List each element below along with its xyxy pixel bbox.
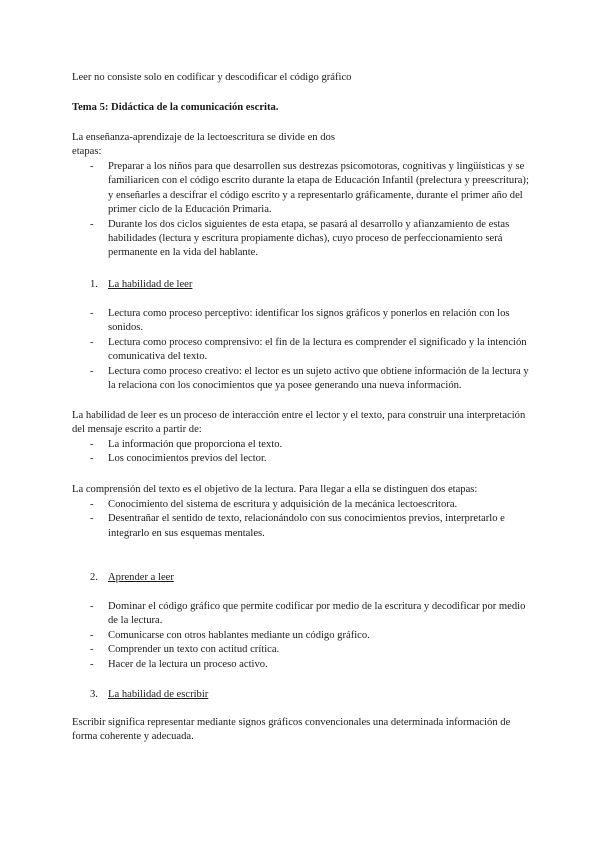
aprender-list (72, 600, 530, 672)
section-title: Aprender a leer (108, 572, 174, 583)
list-item: - Desentrañar el sentido de texto, relacionándolo con sus conocimientos previos, interpretarlo e integrarlo en sus esquemas mentales. (72, 512, 530, 541)
list-item: - Dominar el código gráfico que permite codificar por medio de la escritura y decodificar por medio de la lectura. (72, 600, 530, 629)
list-item: - La información que proporciona el texto. (72, 438, 530, 452)
partir-list (72, 438, 530, 467)
comprension-list (72, 498, 530, 541)
list-item: - Lectura como proceso comprensivo: el fin de la lectura es comprender el significado y la intención comunicativa del texto. (72, 336, 530, 365)
list-item: - Preparar a los niños para que desarrollen sus destrezas psicomotoras, cognitivas y lingüísticas y se familiaricen con el código escrito durante la etapa de Educación Infantil (prelectura y preescritura); y enseñarles a descifrar el código escrito y a representarlo gráficamente, durante el primer año del primer ciclo de la Educación Primaria. (72, 160, 530, 218)
paragraph-comprension: La comprensión del texto es el objetivo de la lectura. Para llegar a ella se distinguen dos etapas: (72, 484, 478, 495)
list-item: - Lectura como proceso creativo: el lector es un sujeto activo que obtiene información de la lectura y la relaciona con los conocimientos que ya posee generando una nueva información. (72, 365, 530, 394)
list-item: - Lectura como proceso perceptivo: identificar los signos gráficos y ponerlos en relación con los sonidos. (72, 307, 530, 336)
section-number: 3. (90, 689, 98, 700)
paragraph-escribir: Escribir significa representar mediante signos gráficos convencionales una determinada información de forma coherente y adecuada. (72, 717, 511, 743)
section-title: La habilidad de escribir (108, 689, 209, 700)
list-item: - Durante los dos ciclos siguientes de esta etapa, se pasará al desarrollo y afianzamiento de estas habilidades (lectura y escritura propiamente dichas), cuyo proceso de perfeccionamiento será permanente en la vida del hablante. (72, 218, 530, 261)
list-item: - Comunicarse con otros hablantes mediante un código gráfico. (72, 629, 530, 643)
list-item: - Conocimiento del sistema de escritura y adquisición de la mecánica lectoescritora. (72, 498, 530, 512)
list-item: - Los conocimientos previos del lector. (72, 452, 530, 466)
lectura-list (72, 307, 530, 393)
paragraph-etapas-line1: La enseñanza-aprendizaje de la lectoescritura se divide en dos (72, 132, 335, 143)
section-number: 1. (90, 279, 98, 290)
section-number: 2. (90, 572, 98, 583)
section-title: La habilidad de leer (108, 279, 193, 290)
tema-title: Tema 5: Didáctica de la comunicación escrita. (72, 102, 279, 113)
etapas-list (72, 160, 530, 261)
paragraph-etapas-line2: etapas: (72, 146, 102, 157)
paragraph-interaccion: La habilidad de leer es un proceso de interacción entre el lector y el texto, para construir una interpretación del mensaje escrito a partir de: (72, 410, 526, 436)
list-item: - Comprender un texto con actitud crítica. (72, 643, 530, 657)
intro-line: Leer no consiste solo en codificar y descodificar el código gráfico (72, 72, 352, 83)
list-item: - Hacer de la lectura un proceso activo. (72, 658, 530, 672)
